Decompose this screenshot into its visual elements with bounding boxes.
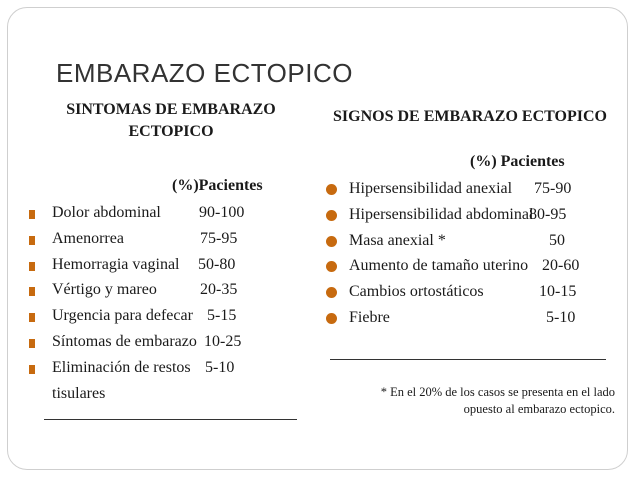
sign-label: Aumento de tamaño uterino <box>349 257 529 275</box>
symptom-value: 50-80 <box>198 255 236 273</box>
symptom-label-continuation: tisulares <box>52 384 106 402</box>
sign-value: 80-95 <box>529 205 567 223</box>
symptom-value: 75-95 <box>200 229 238 247</box>
list-item <box>326 309 606 335</box>
list-item <box>326 283 606 309</box>
symptom-label: Dolor abdominal <box>52 204 161 221</box>
symptom-label: Síntomas de embarazo <box>52 332 197 350</box>
slide-title: EMBARAZO ECTOPICO <box>56 58 353 88</box>
circle-bullet-icon <box>326 287 337 298</box>
circle-bullet-icon <box>326 184 337 195</box>
sign-label: Masa anexial * <box>349 231 446 249</box>
sign-label: Cambios ortostáticos <box>349 283 484 301</box>
symptom-value: 5-10 <box>205 358 235 376</box>
list-item-continuation <box>29 385 309 411</box>
symptoms-column-header: (%)Pacientes <box>172 177 263 194</box>
list-item <box>29 256 309 282</box>
sign-value: 50 <box>549 231 565 249</box>
list-item <box>29 359 309 385</box>
footnote <box>330 384 615 418</box>
symptom-label: Eliminación de restos <box>52 358 191 376</box>
right-divider <box>330 359 606 360</box>
footnote-line-1: * En el 20% de los casos se presenta en el lado <box>380 385 615 399</box>
circle-bullet-icon <box>326 236 337 247</box>
sign-value: 75-90 <box>534 180 572 197</box>
square-bullet-icon <box>29 262 35 271</box>
circle-bullet-icon <box>326 210 337 221</box>
circle-bullet-icon <box>326 261 337 272</box>
square-bullet-icon <box>29 236 35 245</box>
symptom-label: Urgencia para defecar <box>52 307 193 325</box>
signs-heading: SIGNOS DE EMBARAZO ECTOPICO <box>333 108 607 125</box>
symptom-label: Hemorragia vaginal <box>52 255 180 273</box>
list-item <box>29 333 309 359</box>
symptom-value: 20-35 <box>200 281 238 299</box>
list-item <box>326 180 606 206</box>
symptom-label: Vértigo y mareo <box>52 281 157 299</box>
symptom-label: Amenorrea <box>52 229 124 247</box>
signs-column-header: (%) Pacientes <box>470 153 565 170</box>
list-item <box>29 204 309 230</box>
square-bullet-icon <box>29 287 35 296</box>
symptom-value: 90-100 <box>199 204 245 221</box>
square-bullet-icon <box>29 365 35 374</box>
list-item <box>326 257 606 283</box>
list-item <box>29 230 309 256</box>
symptom-value: 10-25 <box>204 332 242 350</box>
square-bullet-icon <box>29 210 35 219</box>
circle-bullet-icon <box>326 313 337 324</box>
list-item <box>326 206 606 232</box>
footnote-line-2: opuesto al embarazo ectopico. <box>463 402 615 416</box>
sign-value: 20-60 <box>542 257 580 275</box>
symptoms-list <box>29 204 309 410</box>
left-divider <box>44 419 297 420</box>
symptom-value: 5-15 <box>207 307 237 325</box>
signs-list <box>326 180 606 335</box>
sign-label: Fiebre <box>349 308 390 326</box>
list-item <box>29 307 309 333</box>
sign-value: 10-15 <box>539 283 577 301</box>
square-bullet-icon <box>29 339 35 348</box>
square-bullet-icon <box>29 313 35 322</box>
sign-label: Hipersensibilidad anexial <box>349 180 513 197</box>
sign-value: 5-10 <box>546 308 576 326</box>
list-item <box>29 281 309 307</box>
list-item <box>326 232 606 258</box>
sign-label: Hipersensibilidad abdominal <box>349 205 534 223</box>
symptoms-heading: SINTOMAS DE EMBARAZO ECTOPICO <box>66 101 276 140</box>
